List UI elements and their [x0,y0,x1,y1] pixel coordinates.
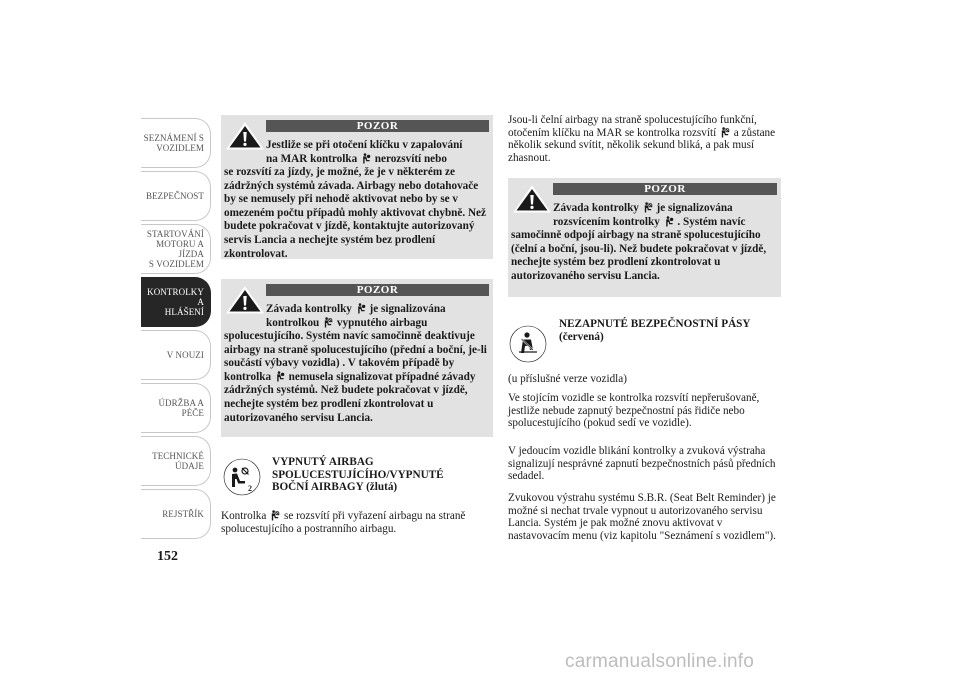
warning-line: je signalizována [656,202,733,214]
warning-body-part: spolucestujícího. Systém navíc samočinně deaktivuje airbagy na straně spolucestujícího (přední a boční, je-li součástí výbavy vozidla) . V takovém případě by kontrolka [224,330,487,383]
tab-label: ÚDRŽBA A PÉČE [158,398,204,418]
warning-line: vypnutého airbagu [336,316,428,329]
airbag-warning-icon [275,371,285,382]
airbag-warning-icon [356,303,366,314]
warning-line: Závada kontrolky [553,202,639,214]
seatbelt-paragraph-2: Ve stojícím vozidle se kontrolka rozsvítí nepřerušovaně, jestliže nebude zapnutý bezpečnostní pás řidiče nebo spolucestujícího (pokud sedí ve vozidle). [508,392,760,430]
airbag-off-icon [720,127,730,138]
tab-label: KONTROLKY A HLÁŠENÍ [147,287,204,317]
warning-heading: POZOR [266,120,489,132]
tab-technicke-udaje[interactable] [141,436,211,486]
tab-startovani-motoru[interactable] [141,224,211,274]
warning-text-head [266,303,490,330]
seatbelt-indicator-icon [509,325,547,363]
watermark: carmanualsonline.info [565,651,755,672]
seatbelt-paragraph-3: V jedoucím vozidle blikání kontrolky a zvuková výstraha signalizují nesprávné zapnutí bezpečnostních pásů předních sedadel. [508,445,776,483]
paragraph-part: se rozsvítí při vyřazení airbagu na straně spolucestujícího a postranního airbagu. [221,510,466,535]
airbag-warning-icon [361,153,371,164]
tab-kontrolky-a-hlaseni[interactable] [141,277,211,327]
warning-box-1 [221,115,493,259]
warning-box-3 [508,178,781,297]
airbag-warning-icon [664,216,674,227]
tab-label: BEZPEČNOST [145,191,204,201]
section-heading-seatbelts: NEZAPNUTÉ BEZPEČNOSTNÍ PÁSY (červená) [559,318,751,343]
tab-v-nouzi[interactable] [141,330,211,380]
svg-text:2: 2 [248,484,252,493]
warning-line: Jestliže se při otočení klíčku v zapalování [266,139,463,151]
warning-heading: POZOR [266,284,489,296]
warning-line: je signalizována [369,303,446,315]
tab-bezpecnost[interactable] [141,171,211,221]
paragraph-part: Kontrolka [221,510,267,522]
warning-text-head [266,139,490,166]
airbag-off-icon [270,510,280,521]
paragraph-part: Jsou-li čelní airbagy na straně spolucestujícího funkční, otočením klíčku na MAR se kontrolka rozsvítí [508,114,757,139]
warning-text-body: se rozsvítí za jízdy, je možné, že je v některém ze zádržných systémů závada. Airbagy nebo dotahovače by se nemusely při nehodě aktivovat nebo by se v omezeném počtu případů mohly aktivovat chybně. Než budete pokračovat v jízdě, kontaktujte autorizovaný servis Lancia a nechejte systém bez prodlení zkontrolovat. [224,166,486,260]
tab-label: TECHNICKÉ ÚDAJE [152,451,204,471]
warning-text-head [553,202,777,229]
warning-heading: POZOR [553,183,777,195]
page-number: 152 [157,549,178,564]
warning-triangle-icon [512,184,552,214]
warning-body-part: nemusela signalizovat případné závady zádržných systémů. Než budete pokračovat v jízdě, nechejte systém bez prodlení zkontrolovat u autorizovaného servisu Lancia. [224,370,476,424]
airbag-off-icon [643,202,653,213]
warning-text-body [224,330,490,425]
tab-udrzba-a-pece[interactable] [141,383,211,433]
airbag-off-paragraph [221,510,493,535]
warning-text-body: samočinně odpojí airbagy na straně spolucestujícího (čelní a boční, jsou-li). Než budete pokračovat v jízdě, nechejte systém bez prodlení zkontrolovat u autorizovaného servisu Lancia. [511,229,767,282]
warning-triangle-icon [225,121,265,151]
warning-line: nerozsvítí nebo [374,152,447,165]
warning-line: kontrolkou [266,316,320,329]
warning-box-2 [221,279,493,437]
warning-line: Závada kontrolky [266,303,352,315]
warning-line: rozsvícením kontrolky [553,215,660,228]
paragraph-part: a zůstane několik sekund svítit, několik sekund bliká, a pak musí zhasnout. [508,126,776,164]
seatbelt-paragraph-4: Zvukovou výstrahu systému S.B.R. (Seat Belt Reminder) je možné si nechat trvale vypnout u autorizovaného servisu Lancia. Systém je pak možné znovu aktivovat v nastavovacím menu (viz kapitolu "Seznámení s vozidlem"). [508,492,776,542]
warning-line: . Systém navíc [677,215,746,228]
tab-label: STARTOVÁNÍ MOTORU A JÍZDA S VOZIDLEM [146,229,204,269]
tab-rejstrik[interactable] [141,489,211,539]
seatbelt-paragraph-1: (u příslušné verze vozidla) [508,373,627,385]
warning-triangle-icon [225,285,265,315]
warning-line: na MAR kontrolka [266,152,358,165]
tab-seznameni-s-vozidlem[interactable] [141,118,211,168]
tab-label: SEZNÁMENÍ S VOZIDLEM [143,133,204,153]
section-heading-airbag-off: VYPNUTÝ AIRBAG SPOLUCESTUJÍCÍHO/VYPNUTÉ BOČNÍ AIRBAGY (žlutá) [272,456,444,494]
tab-label: V NOUZI [166,350,204,360]
tab-label: REJSTŘÍK [162,509,204,519]
right-intro-paragraph [508,114,778,164]
airbag-off-icon [323,317,333,328]
chapter-tabs [141,118,211,542]
airbag-off-indicator-icon [223,458,261,496]
